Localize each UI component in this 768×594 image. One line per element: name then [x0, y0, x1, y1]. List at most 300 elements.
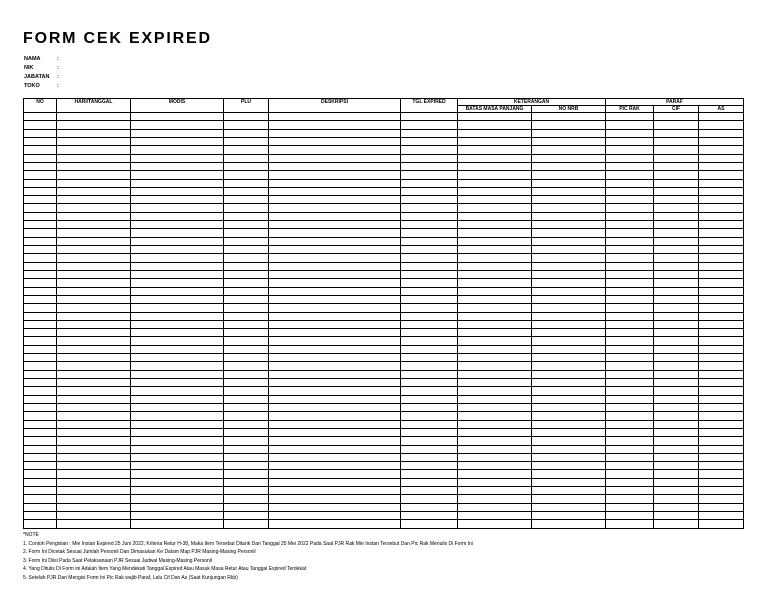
table-cell: [606, 387, 654, 395]
table-cell: [131, 503, 224, 511]
table-cell: [606, 270, 654, 278]
field-nama: [24, 55, 59, 64]
table-row: [24, 337, 744, 345]
table-cell: [269, 304, 401, 312]
table-cell: [654, 162, 699, 170]
table-cell: [606, 237, 654, 245]
table-cell: [224, 520, 269, 529]
table-cell: [57, 162, 131, 170]
table-cell: [654, 495, 699, 503]
table-cell: [131, 354, 224, 362]
table-cell: [401, 212, 458, 220]
notes-section: [23, 531, 473, 583]
table-cell: [606, 162, 654, 170]
table-cell: [224, 162, 269, 170]
table-cell: [401, 196, 458, 204]
table-cell: [224, 179, 269, 187]
table-cell: [224, 403, 269, 411]
table-row: [24, 154, 744, 162]
table-cell: [458, 113, 532, 121]
table-cell: [401, 137, 458, 145]
table-cell: [458, 254, 532, 262]
table-cell: [401, 453, 458, 461]
table-cell: [131, 478, 224, 486]
table-cell: [654, 354, 699, 362]
table-cell: [654, 329, 699, 337]
table-cell: [699, 246, 744, 254]
table-cell: [24, 196, 57, 204]
table-cell: [606, 287, 654, 295]
table-cell: [269, 420, 401, 428]
table-cell: [532, 187, 606, 195]
table-cell: [401, 354, 458, 362]
table-row: [24, 387, 744, 395]
table-cell: [654, 445, 699, 453]
table-cell: [401, 387, 458, 395]
table-cell: [654, 320, 699, 328]
table-cell: [57, 262, 131, 270]
table-row: [24, 129, 744, 137]
form-info-fields: [24, 55, 59, 91]
table-cell: [57, 512, 131, 520]
table-cell: [699, 403, 744, 411]
table-cell: [24, 121, 57, 129]
table-cell: [654, 237, 699, 245]
field-label: NAMA: [24, 56, 41, 62]
table-cell: [699, 470, 744, 478]
table-cell: [401, 362, 458, 370]
table-cell: [269, 470, 401, 478]
table-cell: [224, 329, 269, 337]
table-cell: [224, 295, 269, 303]
table-row: [24, 329, 744, 337]
table-cell: [699, 262, 744, 270]
table-cell: [269, 387, 401, 395]
table-cell: [224, 279, 269, 287]
table-cell: [24, 162, 57, 170]
table-cell: [654, 412, 699, 420]
table-cell: [24, 403, 57, 411]
table-row: [24, 287, 744, 295]
table-cell: [224, 237, 269, 245]
table-cell: [532, 129, 606, 137]
table-cell: [131, 121, 224, 129]
table-cell: [57, 437, 131, 445]
table-cell: [24, 420, 57, 428]
table-cell: [401, 403, 458, 411]
table-cell: [458, 453, 532, 461]
table-cell: [57, 420, 131, 428]
table-cell: [24, 470, 57, 478]
table-cell: [224, 395, 269, 403]
table-cell: [24, 279, 57, 287]
table-cell: [24, 520, 57, 529]
table-cell: [458, 287, 532, 295]
table-cell: [654, 512, 699, 520]
table-cell: [458, 462, 532, 470]
table-cell: [654, 137, 699, 145]
table-cell: [532, 246, 606, 254]
table-cell: [269, 270, 401, 278]
table-cell: [57, 204, 131, 212]
table-cell: [401, 229, 458, 237]
table-cell: [458, 262, 532, 270]
table-cell: [699, 154, 744, 162]
table-cell: [699, 395, 744, 403]
table-cell: [24, 478, 57, 486]
table-cell: [401, 503, 458, 511]
table-row: [24, 137, 744, 145]
note-item: 1. Contoh Pengisian : Mie Instan Expired 25 Juni 2022, Kriteria Retur H-38, Maka Item Tersebut Ditarik Dari Tanggal 25 Mei 2022 Pada Saat PJR Rak Mie Instan Tersebut Dan Pic Rak Menulis Di Form Ini: [23, 540, 473, 547]
table-cell: [401, 146, 458, 154]
table-cell: [654, 503, 699, 511]
table-cell: [532, 379, 606, 387]
table-cell: [699, 320, 744, 328]
table-cell: [57, 428, 131, 436]
table-cell: [401, 370, 458, 378]
table-cell: [458, 420, 532, 428]
table-cell: [131, 345, 224, 353]
table-cell: [654, 312, 699, 320]
table-cell: [699, 312, 744, 320]
table-cell: [699, 254, 744, 262]
table-cell: [131, 437, 224, 445]
table-cell: [131, 304, 224, 312]
table-cell: [131, 470, 224, 478]
table-row: [24, 246, 744, 254]
table-cell: [269, 196, 401, 204]
table-cell: [699, 345, 744, 353]
table-cell: [606, 503, 654, 511]
table-row: [24, 212, 744, 220]
field-separator: :: [57, 65, 59, 71]
table-cell: [57, 137, 131, 145]
table-row: [24, 403, 744, 411]
table-cell: [269, 503, 401, 511]
table-row: [24, 254, 744, 262]
table-cell: [57, 487, 131, 495]
table-cell: [532, 512, 606, 520]
table-cell: [131, 171, 224, 179]
table-cell: [24, 503, 57, 511]
table-cell: [269, 237, 401, 245]
table-cell: [699, 171, 744, 179]
table-row: [24, 379, 744, 387]
table-cell: [654, 420, 699, 428]
table-row: [24, 196, 744, 204]
table-cell: [401, 237, 458, 245]
table-cell: [458, 354, 532, 362]
table-cell: [224, 121, 269, 129]
table-cell: [654, 462, 699, 470]
table-cell: [606, 462, 654, 470]
table-row: [24, 437, 744, 445]
table-cell: [654, 395, 699, 403]
table-cell: [606, 370, 654, 378]
expired-check-table: [23, 98, 744, 529]
table-cell: [458, 387, 532, 395]
table-cell: [699, 221, 744, 229]
table-cell: [24, 428, 57, 436]
table-cell: [654, 212, 699, 220]
table-cell: [269, 312, 401, 320]
table-cell: [532, 470, 606, 478]
table-cell: [24, 254, 57, 262]
table-cell: [224, 320, 269, 328]
table-cell: [131, 370, 224, 378]
table-cell: [401, 129, 458, 137]
table-cell: [131, 254, 224, 262]
table-cell: [131, 312, 224, 320]
table-cell: [57, 154, 131, 162]
table-cell: [131, 420, 224, 428]
table-cell: [532, 370, 606, 378]
header-plu: PLU: [224, 99, 269, 113]
table-cell: [654, 387, 699, 395]
table-cell: [57, 362, 131, 370]
table-row: [24, 503, 744, 511]
table-cell: [401, 487, 458, 495]
table-cell: [532, 146, 606, 154]
table-cell: [24, 129, 57, 137]
table-cell: [401, 121, 458, 129]
table-cell: [24, 270, 57, 278]
table-cell: [532, 196, 606, 204]
table-cell: [699, 478, 744, 486]
table-cell: [401, 179, 458, 187]
table-cell: [131, 113, 224, 121]
table-cell: [269, 520, 401, 529]
table-cell: [24, 179, 57, 187]
table-cell: [458, 312, 532, 320]
table-cell: [269, 345, 401, 353]
table-cell: [401, 412, 458, 420]
table-cell: [606, 470, 654, 478]
table-cell: [458, 320, 532, 328]
table-cell: [269, 137, 401, 145]
table-cell: [606, 229, 654, 237]
table-cell: [401, 395, 458, 403]
table-cell: [458, 146, 532, 154]
table-cell: [57, 254, 131, 262]
table-cell: [699, 512, 744, 520]
table-cell: [654, 428, 699, 436]
table-row: [24, 320, 744, 328]
table-cell: [532, 279, 606, 287]
table-cell: [458, 229, 532, 237]
table-row: [24, 221, 744, 229]
table-cell: [131, 337, 224, 345]
table-cell: [606, 320, 654, 328]
table-cell: [606, 437, 654, 445]
table-cell: [654, 287, 699, 295]
table-cell: [532, 345, 606, 353]
table-cell: [224, 137, 269, 145]
table-cell: [532, 387, 606, 395]
table-cell: [57, 478, 131, 486]
table-cell: [654, 179, 699, 187]
table-cell: [654, 262, 699, 270]
table-cell: [269, 428, 401, 436]
table-cell: [131, 387, 224, 395]
table-cell: [57, 453, 131, 461]
table-cell: [131, 512, 224, 520]
table-cell: [57, 146, 131, 154]
table-cell: [606, 512, 654, 520]
table-cell: [532, 237, 606, 245]
table-cell: [699, 121, 744, 129]
table-cell: [401, 221, 458, 229]
table-cell: [224, 270, 269, 278]
table-cell: [654, 362, 699, 370]
table-row: [24, 113, 744, 121]
table-cell: [269, 162, 401, 170]
table-cell: [224, 246, 269, 254]
table-cell: [654, 370, 699, 378]
table-row: [24, 495, 744, 503]
table-cell: [458, 329, 532, 337]
header-pic-rak: PIC RAK: [606, 106, 654, 113]
table-cell: [458, 520, 532, 529]
header-hari-tanggal: HARI/TANGGAL: [57, 99, 131, 113]
table-cell: [131, 204, 224, 212]
table-cell: [458, 470, 532, 478]
table-cell: [606, 453, 654, 461]
table-cell: [606, 362, 654, 370]
table-cell: [458, 154, 532, 162]
table-row: [24, 187, 744, 195]
table-cell: [57, 246, 131, 254]
table-cell: [57, 121, 131, 129]
table-cell: [24, 237, 57, 245]
table-cell: [224, 370, 269, 378]
table-cell: [606, 412, 654, 420]
table-cell: [606, 428, 654, 436]
table-cell: [131, 187, 224, 195]
table-cell: [654, 246, 699, 254]
table-cell: [401, 345, 458, 353]
notes-heading: *NOTE: [23, 532, 39, 538]
table-cell: [532, 412, 606, 420]
table-cell: [24, 453, 57, 461]
table-cell: [224, 254, 269, 262]
table-cell: [654, 187, 699, 195]
table-cell: [24, 137, 57, 145]
table-cell: [606, 129, 654, 137]
table-cell: [269, 221, 401, 229]
table-cell: [24, 171, 57, 179]
table-cell: [699, 146, 744, 154]
table-cell: [532, 254, 606, 262]
table-row: [24, 445, 744, 453]
table-row: [24, 204, 744, 212]
table-cell: [131, 395, 224, 403]
table-row: [24, 345, 744, 353]
table-cell: [57, 337, 131, 345]
table-cell: [24, 329, 57, 337]
table-cell: [224, 187, 269, 195]
table-cell: [458, 295, 532, 303]
field-toko: [24, 82, 59, 91]
table-cell: [401, 162, 458, 170]
table-cell: [131, 287, 224, 295]
table-cell: [458, 487, 532, 495]
table-cell: [401, 512, 458, 520]
table-cell: [269, 129, 401, 137]
table-row: [24, 428, 744, 436]
table-cell: [401, 437, 458, 445]
table-cell: [699, 379, 744, 387]
table-cell: [458, 495, 532, 503]
table-cell: [24, 204, 57, 212]
table-cell: [57, 212, 131, 220]
table-cell: [606, 445, 654, 453]
table-cell: [606, 478, 654, 486]
table-cell: [57, 179, 131, 187]
table-cell: [269, 412, 401, 420]
table-cell: [532, 403, 606, 411]
table-cell: [458, 204, 532, 212]
table-cell: [532, 487, 606, 495]
table-cell: [458, 437, 532, 445]
table-cell: [269, 171, 401, 179]
field-nik: [24, 64, 59, 73]
table-cell: [24, 487, 57, 495]
table-cell: [24, 304, 57, 312]
table-cell: [57, 520, 131, 529]
field-label: JABATAN: [24, 74, 50, 80]
table-cell: [269, 246, 401, 254]
table-cell: [24, 462, 57, 470]
table-cell: [699, 187, 744, 195]
table-cell: [24, 345, 57, 353]
table-cell: [606, 154, 654, 162]
table-cell: [57, 113, 131, 121]
table-cell: [654, 121, 699, 129]
table-row: [24, 295, 744, 303]
table-cell: [458, 428, 532, 436]
table-cell: [458, 129, 532, 137]
table-cell: [458, 512, 532, 520]
table-cell: [131, 329, 224, 337]
table-cell: [24, 395, 57, 403]
table-cell: [269, 487, 401, 495]
table-cell: [131, 403, 224, 411]
table-cell: [699, 412, 744, 420]
table-cell: [269, 329, 401, 337]
table-cell: [24, 187, 57, 195]
table-cell: [532, 179, 606, 187]
table-cell: [606, 254, 654, 262]
table-cell: [458, 270, 532, 278]
table-cell: [532, 113, 606, 121]
table-cell: [401, 320, 458, 328]
table-cell: [401, 262, 458, 270]
table-cell: [224, 262, 269, 270]
header-tgl-expired: TGL EXPIRED: [401, 99, 458, 113]
table-row: [24, 262, 744, 270]
table-cell: [699, 520, 744, 529]
table-cell: [24, 295, 57, 303]
table-cell: [699, 204, 744, 212]
table-cell: [57, 129, 131, 137]
table-cell: [606, 204, 654, 212]
table-cell: [224, 154, 269, 162]
table-row: [24, 362, 744, 370]
table-cell: [24, 512, 57, 520]
table-cell: [606, 420, 654, 428]
table-cell: [532, 320, 606, 328]
